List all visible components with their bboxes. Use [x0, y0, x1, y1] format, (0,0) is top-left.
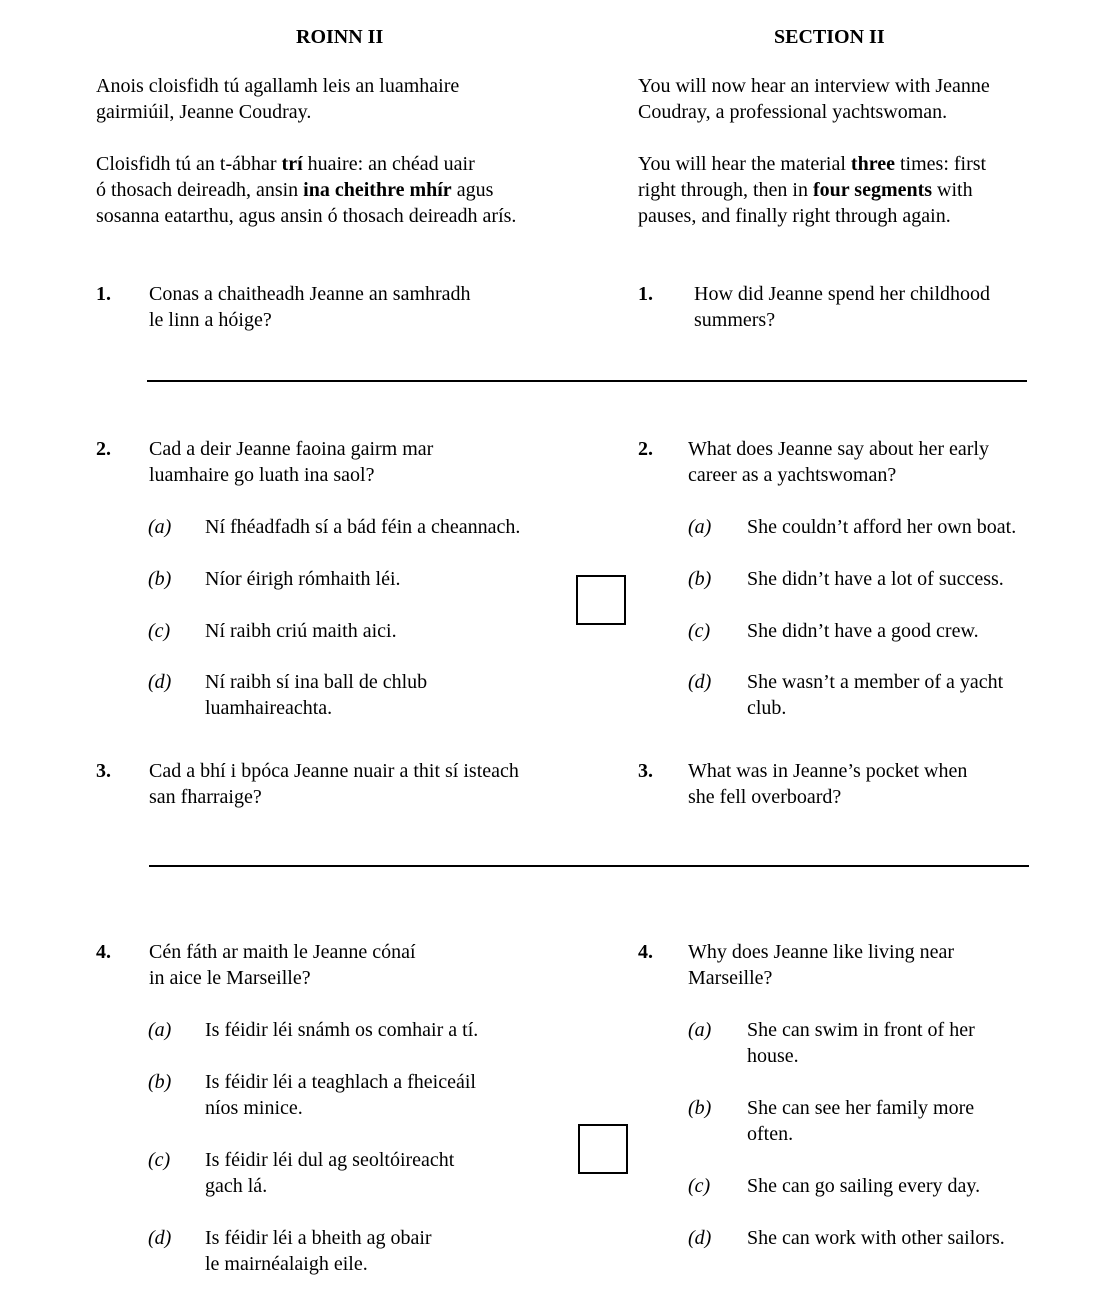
q4-text-english-line1: Why does Jeanne like living near — [688, 941, 955, 963]
q1-text-irish-line1: Conas a chaitheadh Jeanne an samhradh — [149, 283, 471, 305]
q2-option-c-letter-english: (c) — [688, 620, 711, 642]
q4-option-a-english-line2: house. — [747, 1045, 799, 1067]
q2-option-d-irish-line1: Ní raibh sí ina ball de chlub — [205, 671, 428, 693]
q4-option-c-english: She can go sailing every day. — [747, 1175, 981, 1197]
q2-text-irish-line2: luamhaire go luath ina saol? — [149, 464, 375, 486]
q2-option-b-irish: Níor éirigh rómhaith léi. — [205, 568, 401, 590]
q2-option-d-english-line1: She wasn’t a member of a yacht — [747, 671, 1004, 693]
q3-number-irish: 3. — [96, 760, 111, 782]
q4-number-english: 4. — [638, 941, 653, 963]
q2-option-a-letter-english: (a) — [688, 516, 712, 538]
q2-option-b-english: She didn’t have a lot of success. — [747, 568, 1004, 590]
q2-option-d-irish-line2: luamhaireachta. — [205, 697, 333, 719]
q2-option-d-letter-irish: (d) — [148, 671, 172, 693]
q4-option-d-letter-irish: (d) — [148, 1227, 172, 1249]
q4-option-a-letter-irish: (a) — [148, 1019, 172, 1041]
q4-text-english-line2: Marseille? — [688, 967, 773, 989]
q2-option-a-irish: Ní fhéadfadh sí a bád féin a cheannach. — [205, 516, 521, 538]
instructions-irish-line2: ó thosach deireadh, ansin ina cheithre mhír agus — [96, 179, 494, 201]
q4-option-b-irish-line1: Is féidir léi a teaghlach a fheiceáil — [205, 1071, 476, 1093]
q4-answer-box[interactable] — [578, 1124, 628, 1174]
q2-option-b-letter-english: (b) — [688, 568, 712, 590]
q2-text-english-line1: What does Jeanne say about her early — [688, 438, 989, 460]
q2-option-a-english: She couldn’t afford her own boat. — [747, 516, 1017, 538]
q4-text-irish-line1: Cén fáth ar maith le Jeanne cónaí — [149, 941, 416, 963]
q1-text-irish-line2: le linn a hóige? — [149, 309, 272, 331]
q1-text-english-line2: summers? — [694, 309, 776, 331]
q3-text-irish-line1: Cad a bhí i bpóca Jeanne nuair a thit sí isteach — [149, 760, 519, 782]
q1-answer-line[interactable] — [147, 380, 1027, 382]
instructions-english-line1: You will hear the material three times: first — [638, 153, 987, 175]
q4-option-b-irish-line2: níos minice. — [205, 1097, 303, 1119]
q3-answer-line[interactable] — [149, 865, 1029, 867]
section-heading-english: SECTION II — [774, 26, 885, 48]
q2-option-c-letter-irish: (c) — [148, 620, 171, 642]
q1-number-english: 1. — [638, 283, 653, 305]
q2-answer-box[interactable] — [576, 575, 626, 625]
q4-option-c-irish-line1: Is féidir léi dul ag seoltóireacht — [205, 1149, 455, 1171]
q4-option-c-irish-line2: gach lá. — [205, 1175, 268, 1197]
q2-number-english: 2. — [638, 438, 653, 460]
q4-option-c-letter-english: (c) — [688, 1175, 711, 1197]
q2-option-d-english-line2: club. — [747, 697, 787, 719]
q4-option-a-english-line1: She can swim in front of her — [747, 1019, 975, 1041]
q4-option-b-english-line2: often. — [747, 1123, 794, 1145]
q4-option-a-letter-english: (a) — [688, 1019, 712, 1041]
q4-text-irish-line2: in aice le Marseille? — [149, 967, 311, 989]
q4-option-b-english-line1: She can see her family more — [747, 1097, 975, 1119]
q3-number-english: 3. — [638, 760, 653, 782]
q4-option-d-english: She can work with other sailors. — [747, 1227, 1005, 1249]
section-heading-irish: ROINN II — [296, 26, 384, 48]
intro-irish-line2: gairmiúil, Jeanne Coudray. — [96, 101, 312, 123]
q2-text-irish-line1: Cad a deir Jeanne faoina gairm mar — [149, 438, 434, 460]
q2-option-a-letter-irish: (a) — [148, 516, 172, 538]
q4-option-b-letter-irish: (b) — [148, 1071, 172, 1093]
intro-english-line1: You will now hear an interview with Jeanne — [638, 75, 990, 97]
q2-option-c-english: She didn’t have a good crew. — [747, 620, 979, 642]
q2-number-irish: 2. — [96, 438, 111, 460]
q4-option-a-irish: Is féidir léi snámh os comhair a tí. — [205, 1019, 479, 1041]
q2-option-b-letter-irish: (b) — [148, 568, 172, 590]
q2-option-c-irish: Ní raibh criú maith aici. — [205, 620, 397, 642]
q4-number-irish: 4. — [96, 941, 111, 963]
q4-option-c-letter-irish: (c) — [148, 1149, 171, 1171]
intro-english-line2: Coudray, a professional yachtswoman. — [638, 101, 948, 123]
q4-option-d-irish-line2: le mairnéalaigh eile. — [205, 1253, 368, 1275]
instructions-english-line3: pauses, and finally right through again. — [638, 205, 951, 227]
q4-option-d-irish-line1: Is féidir léi a bheith ag obair — [205, 1227, 432, 1249]
q2-text-english-line2: career as a yachtswoman? — [688, 464, 897, 486]
instructions-english-line2: right through, then in four segments with — [638, 179, 973, 201]
q4-option-d-letter-english: (d) — [688, 1227, 712, 1249]
q3-text-irish-line2: san fharraige? — [149, 786, 262, 808]
intro-irish-line1: Anois cloisfidh tú agallamh leis an luamhaire — [96, 75, 460, 97]
q1-text-english-line1: How did Jeanne spend her childhood — [694, 283, 991, 305]
q1-number-irish: 1. — [96, 283, 111, 305]
instructions-irish-line1: Cloisfidh tú an t-ábhar trí huaire: an chéad uair — [96, 153, 475, 175]
instructions-irish-line3: sosanna eatarthu, agus ansin ó thosach deireadh arís. — [96, 205, 517, 227]
q2-option-d-letter-english: (d) — [688, 671, 712, 693]
q3-text-english-line2: she fell overboard? — [688, 786, 842, 808]
q3-text-english-line1: What was in Jeanne’s pocket when — [688, 760, 968, 782]
q4-option-b-letter-english: (b) — [688, 1097, 712, 1119]
